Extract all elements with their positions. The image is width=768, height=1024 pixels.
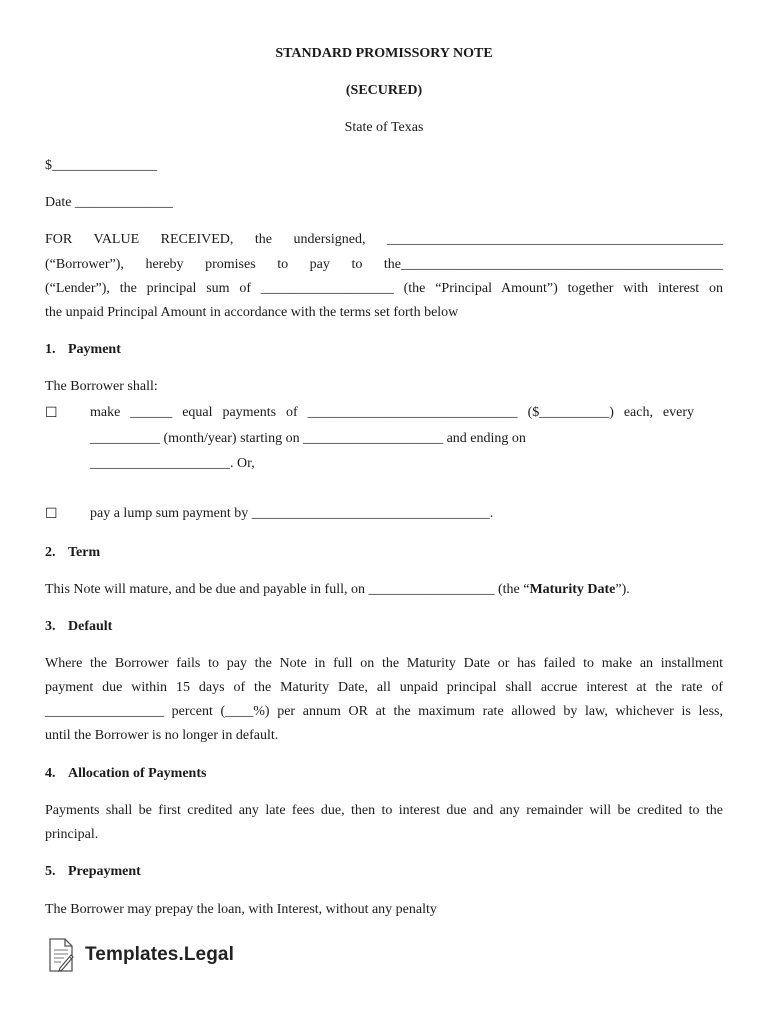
default-line-2: payment due within 15 days of the Maturity Date, all unpaid principal shall accrue interest at the rate of <box>45 680 723 695</box>
term-text <box>45 578 630 602</box>
section-number: 4. <box>45 766 56 781</box>
lump-sum-line: pay a lump sum payment by __________________________________. <box>90 506 494 521</box>
document-title: STANDARD PROMISSORY NOTE <box>275 46 493 61</box>
default-line-1: Where the Borrower fails to pay the Note in full on the Maturity Date or has failed to make an installment <box>45 656 723 671</box>
default-line-4: until the Borrower is no longer in default. <box>45 728 279 743</box>
lump-sum-checkbox[interactable]: ☐ <box>45 506 58 522</box>
section-title: Prepayment <box>68 864 141 879</box>
document-subtitle: (SECURED) <box>345 83 423 98</box>
intro-line-3: (“Lender”), the principal sum of ___________________ (the “Principal Amount”) together with interest on <box>45 281 723 296</box>
section-title: Default <box>68 619 113 634</box>
document-pen-icon <box>47 937 75 973</box>
section-title: Allocation of Payments <box>68 766 207 781</box>
section-number: 5. <box>45 864 56 879</box>
date-line: Date ______________ <box>45 195 173 210</box>
prepayment-text: The Borrower may prepay the loan, with Interest, without any penalty <box>45 902 437 917</box>
maturity-date-term: Maturity Date <box>529 582 616 597</box>
intro-line-1: FOR VALUE RECEIVED, the undersigned, ________________________________________________ <box>45 232 723 247</box>
allocation-line-1: Payments shall be first credited any late fees due, then to interest due and any remainder will be credited to the <box>45 803 723 818</box>
section-heading-prepayment <box>45 860 141 884</box>
intro-line-2: (“Borrower”), hereby promises to pay to the______________________________________________ <box>45 257 723 272</box>
section-heading-payment <box>45 338 121 362</box>
intro-line-4: the unpaid Principal Amount in accordance with the terms set forth below <box>45 305 459 320</box>
section-heading-default <box>45 615 112 639</box>
amount-line: $_______________ <box>45 158 157 173</box>
section-heading-allocation <box>45 762 206 786</box>
installment-line-3: ____________________. Or, <box>90 456 255 471</box>
section-number: 1. <box>45 342 56 357</box>
section-number: 3. <box>45 619 56 634</box>
section-title: Payment <box>68 342 121 357</box>
allocation-line-2: principal. <box>45 827 99 842</box>
templates-legal-logo <box>47 937 234 973</box>
logo-text: Templates.Legal <box>85 944 234 965</box>
section-title: Term <box>68 545 101 560</box>
document-state: State of Texas <box>344 120 424 135</box>
section-heading-term <box>45 541 100 565</box>
payment-intro: The Borrower shall: <box>45 379 158 394</box>
installment-line-1: make ______ equal payments of ______________________________ ($__________) each, every <box>90 405 694 420</box>
section-number: 2. <box>45 545 56 560</box>
term-text-before: This Note will mature, and be due and payable in full, on __________________ (the “ <box>45 582 530 597</box>
term-text-after: ”). <box>615 582 630 597</box>
installment-line-2: __________ (month/year) starting on ____________________ and ending on <box>90 431 526 446</box>
installment-checkbox[interactable]: ☐ <box>45 405 58 421</box>
default-line-3: _________________ percent (____%) per annum OR at the maximum rate allowed by law, whichever is less, <box>45 704 723 719</box>
